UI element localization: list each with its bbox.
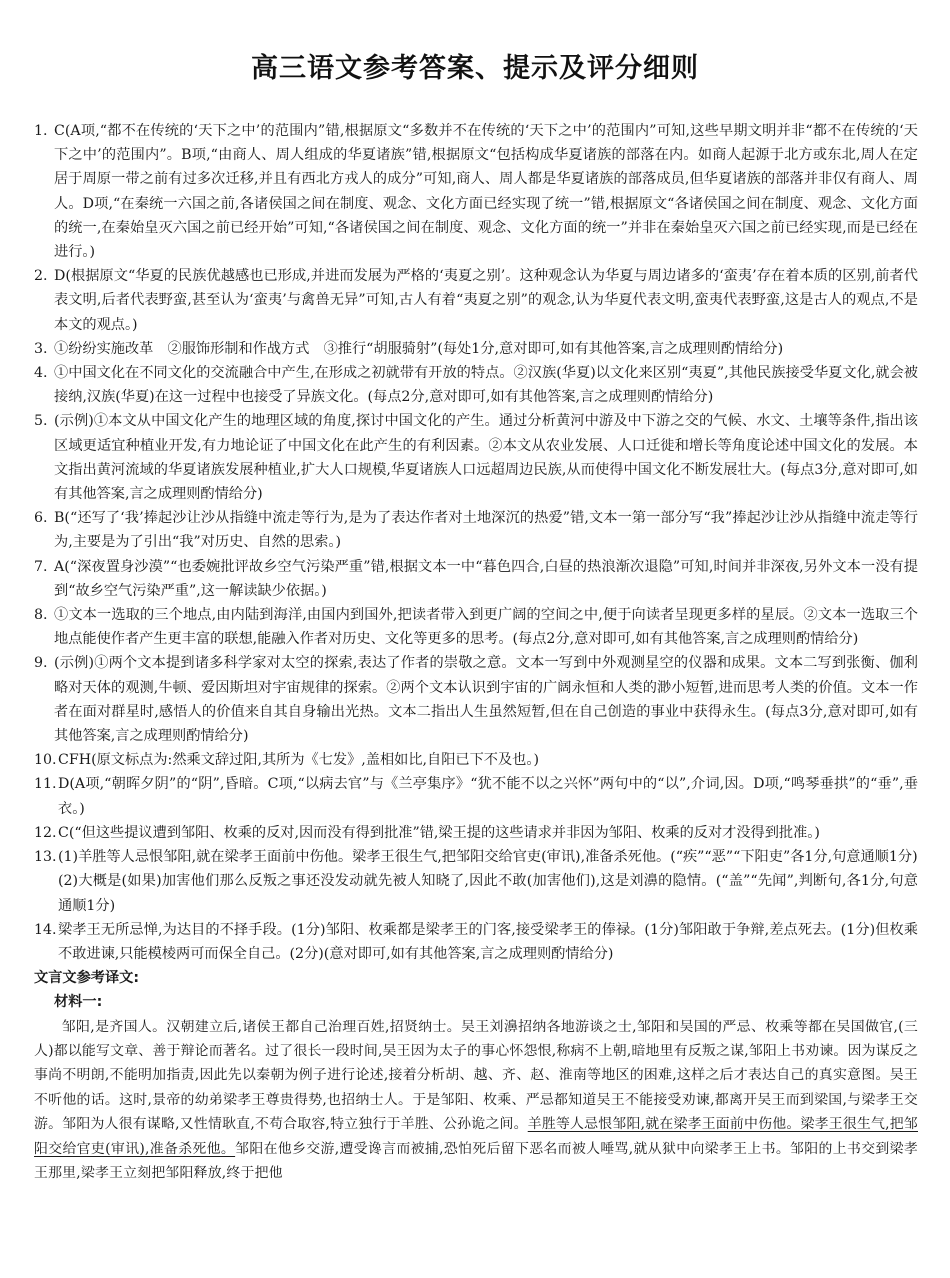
answer-number: 2. [34, 268, 48, 285]
answer-item-11 [34, 772, 918, 820]
translation-paragraph [34, 1015, 918, 1186]
answer-text: B(“还写了‘我’捧起沙让沙从指缝中流走等行为,是为了表达作者对土地深沉的热爱”错,文本一第一部分写“我”捧起沙让沙从指缝中流走等行为,主要是为了引出“我”对历史、自然的思索。) [54, 510, 918, 551]
answer-number: 7. [34, 558, 48, 575]
answer-text: ①文本一选取的三个地点,由内陆到海洋,由国内到国外,把读者带入到更广阔的空间之中,便于向读者呈现更多样的星辰。②文本一选取三个地点能使作者产生更丰富的联想,能融入作者对历史、文化等更多的思考。(每点2分,意对即可,如有其他答案,言之成理则酌情给分) [54, 607, 918, 648]
answer-text: D(根据原文“华夏的民族优越感也已形成,并进而发展为严格的‘夷夏之别’。这种观念认为华夏与周边诸多的‘蛮夷’存在着本质的区别,前者代表文明,后者代表野蛮,甚至认为‘蛮夷’与禽兽无异”可知,古人有着“夷夏之别”的观念,认为华夏代表文明,蛮夷代表野蛮,这是古人的观点,不是本文的观点。) [54, 268, 918, 333]
answer-text: C(“但这些提议遭到邹阳、枚乘的反对,因而没有得到批准”错,梁王提的这些请求并非因为邹阳、枚乘的反对才没得到批准。) [58, 824, 820, 841]
answer-item-10 [34, 748, 918, 772]
answer-item-14 [34, 918, 918, 966]
answer-item-13 [34, 845, 918, 869]
answer-number: 1. [34, 123, 48, 139]
answer-text: (示例)①两个文本提到诸多科学家对太空的探索,表达了作者的崇敬之意。文本一写到中外观测星空的仪器和成果。文本二写到张衡、伽利略对天体的观测,牛顿、爱因斯坦对宇宙规律的探索。②两个文本认识到宇宙的广阔永恒和人类的渺小短暂,进而思考人类的价值。文本一作者在面对群星时,感悟人的价值来自其自身输出光热。文本二指出人生虽然短暂,但在自己创造的事业中获得永生。(每点3分,意对即可,如有其他答案,言之成理则酌情给分) [54, 655, 918, 745]
underlined-translation-text: 羊胜等人忌恨邹阳,就在梁孝王面前中伤他。梁孝王很生气,把邹阳交给官吏(审讯),准备杀死他。 [34, 1116, 918, 1157]
translation-text: 邹阳,是齐国人。汉朝建立后,诸侯王都自己治理百姓,招贤纳士。吴王刘濞招纳各地游谈之士,邹阳和吴国的严忌、枚乘等都在吴国做官,(三人)都以能写文章、善于辩论而著名。过了很长一段时间,吴王因为太子的事心怀怨恨,称病不上朝,暗地里有反叛之谋,邹阳上书劝谏。因为谋反之事尚不明朗,不能明加指责,因此先以秦朝为例子进行论述,接着分析胡、越、齐、赵、淮南等地区的困难,这样之后才表达自己的真实意图。吴王不听他的话。这时,景帝的幼弟梁孝王尊贵得势,也招纳士人。于是邹阳、枚乘、严忌都知道吴王不能接受劝谏,都离开吴王而到梁国,与梁孝王交游。邹阳为人很有谋略,又性情耿直,不苟合取容,特立独行于羊胜、公孙诡之间。 [34, 1018, 918, 1133]
answer-item-4 [34, 361, 918, 409]
answer-number: 13. [34, 849, 57, 866]
material-label: 材料一: [54, 994, 103, 1011]
answer-item-12 [34, 821, 918, 845]
answer-number: 11. [34, 776, 57, 793]
page-title: 高三语文参考答案、提示及评分细则 [251, 53, 699, 84]
answer-number: 12. [34, 824, 57, 841]
answer-text: ①纷纷实施改革 ②服饰形制和作战方式 ③推行“胡服骑射”(每处1分,意对即可,如有其他答案,言之成理则酌情给分) [54, 340, 784, 357]
answer-item-7 [34, 555, 918, 603]
answer-text: 梁孝王无所忌惮,为达目的不择手段。(1分)邹阳、枚乘都是梁孝王的门客,接受梁孝王的俸禄。(1分)邹阳敢于争辩,差点死去。(1分)但枚乘不敢进谏,只能模棱两可而保全自己。(2分)(意对即可,如有其他答案,言之成理则酌情给分) [58, 921, 918, 962]
answer-text: ①中国文化在不同文化的交流融合中产生,在形成之初就带有开放的特点。②汉族(华夏)以文化来区别“夷夏”,其他民族接受华夏文化,就会被接纳,汉族(华夏)在这一过程中也接受了异族文化。(每点2分,意对即可,如有其他答案,言之成理则酌情给分) [54, 365, 918, 406]
answer-number: 3. [34, 340, 48, 357]
answer-item-2 [34, 264, 918, 337]
answer-item-5 [34, 409, 918, 506]
answer-text: CFH(原文标点为:然乘文辞过阳,其所为《七发》,盖相如比,自阳已下不及也。) [58, 752, 539, 769]
translation-text-continued: 邹阳在他乡交游,遭受谗言而被捕,恐怕死后留下恶名而被人唾骂,就从狱中向梁孝王上书。邹阳的上书交到梁孝王那里,梁孝王立刻把邹阳释放,终于把他 [34, 1140, 918, 1181]
answer-text: A(“深夜置身沙漠”“也委婉批评故乡空气污染严重”错,根据文本一中“暮色四合,白昼的热浪渐次退隐”可知,时间并非深夜,另外文本一没有提到“故乡空气污染严重”,这一解读缺少依据。) [54, 558, 918, 599]
answer-item-3 [34, 337, 918, 361]
answer-number: 8. [34, 607, 48, 624]
answer-text: (1)羊胜等人忌恨邹阳,就在梁孝王面前中伤他。梁孝王很生气,把邹阳交给官吏(审讯),准备杀死他。(“疾”“恶”“下阳吏”各1分,句意通顺1分) [58, 849, 918, 866]
answer-number: 5. [34, 413, 48, 430]
answer-item-1 [34, 119, 918, 264]
answer-item-8 [34, 603, 918, 651]
answer-text: D(A项,“朝晖夕阴”的“阴”,昏暗。C项,“以病去官”与《兰亭集序》“犹不能不以之兴怀”两句中的“以”,介词,因。D项,“鸣琴垂拱”的“垂”,垂衣。) [58, 776, 918, 817]
answer-item-6 [34, 506, 918, 554]
answer-number: 10. [34, 752, 57, 769]
answer-text: (示例)①本文从中国文化产生的地理区域的角度,探讨中国文化的产生。通过分析黄河中游及中下游之交的气候、水文、土壤等条件,指出该区域更适宜种植业开发,有力地论证了中国文化在此产生的有利因素。②本文从农业发展、人口迁徙和增长等角度论述中国文化的发展。本文指出黄河流域的华夏诸族发展种植业,扩大人口规模,华夏诸族人口远超周边民族,从而使得中国文化不断发展壮大。(每点3分,意对即可,如有其他答案,言之成理则酌情给分) [54, 413, 918, 503]
answer-number: 9. [34, 655, 48, 672]
answer-text: C(A项,“都不在传统的‘天下之中’的范围内”错,根据原文“多数并不在传统的‘天下之中’的范围内”可知,这些早期文明并非“都不在传统的‘天下之中’的范围内”。B项,“由商人、周人组成的华夏诸族”错,根据原文“包括构成华夏诸族的部落在内。如商人起源于北方或东北,周人在定居于周原一带之前有过多次迁移,并且有西北方戎人的成分”可知,商人、周人都是华夏诸族的部落成员,但华夏诸族的部落并非仅有商人、周人。D项,“在秦统一六国之前,各诸侯国之间在制度、观念、文化方面已经实现了统一”错,根据原文“各诸侯国之间在制度、观念、文化方面的统一,在秦始皇灭六国之前已经开始”可知,“各诸侯国之间在制度、观念、文化方面的统一”并非在秦始皇灭六国之前已经实现,而是已经在进行。) [54, 123, 918, 261]
answer-content [34, 119, 918, 1185]
translation-heading: 文言文参考译文: [34, 970, 139, 987]
answer-item-9 [34, 651, 918, 748]
answer-item-13-part-2: (2)大概是(如果)加害他们那么反叛之事还没发动就先被人知晓了,因此不敢(加害他们),这是刘濞的隐情。(“盖”“先闻”,判断句,各1分,句意通顺1分) [58, 873, 918, 914]
answer-number: 6. [34, 510, 48, 527]
answer-number: 4. [34, 365, 48, 382]
answer-number: 14. [34, 921, 57, 938]
